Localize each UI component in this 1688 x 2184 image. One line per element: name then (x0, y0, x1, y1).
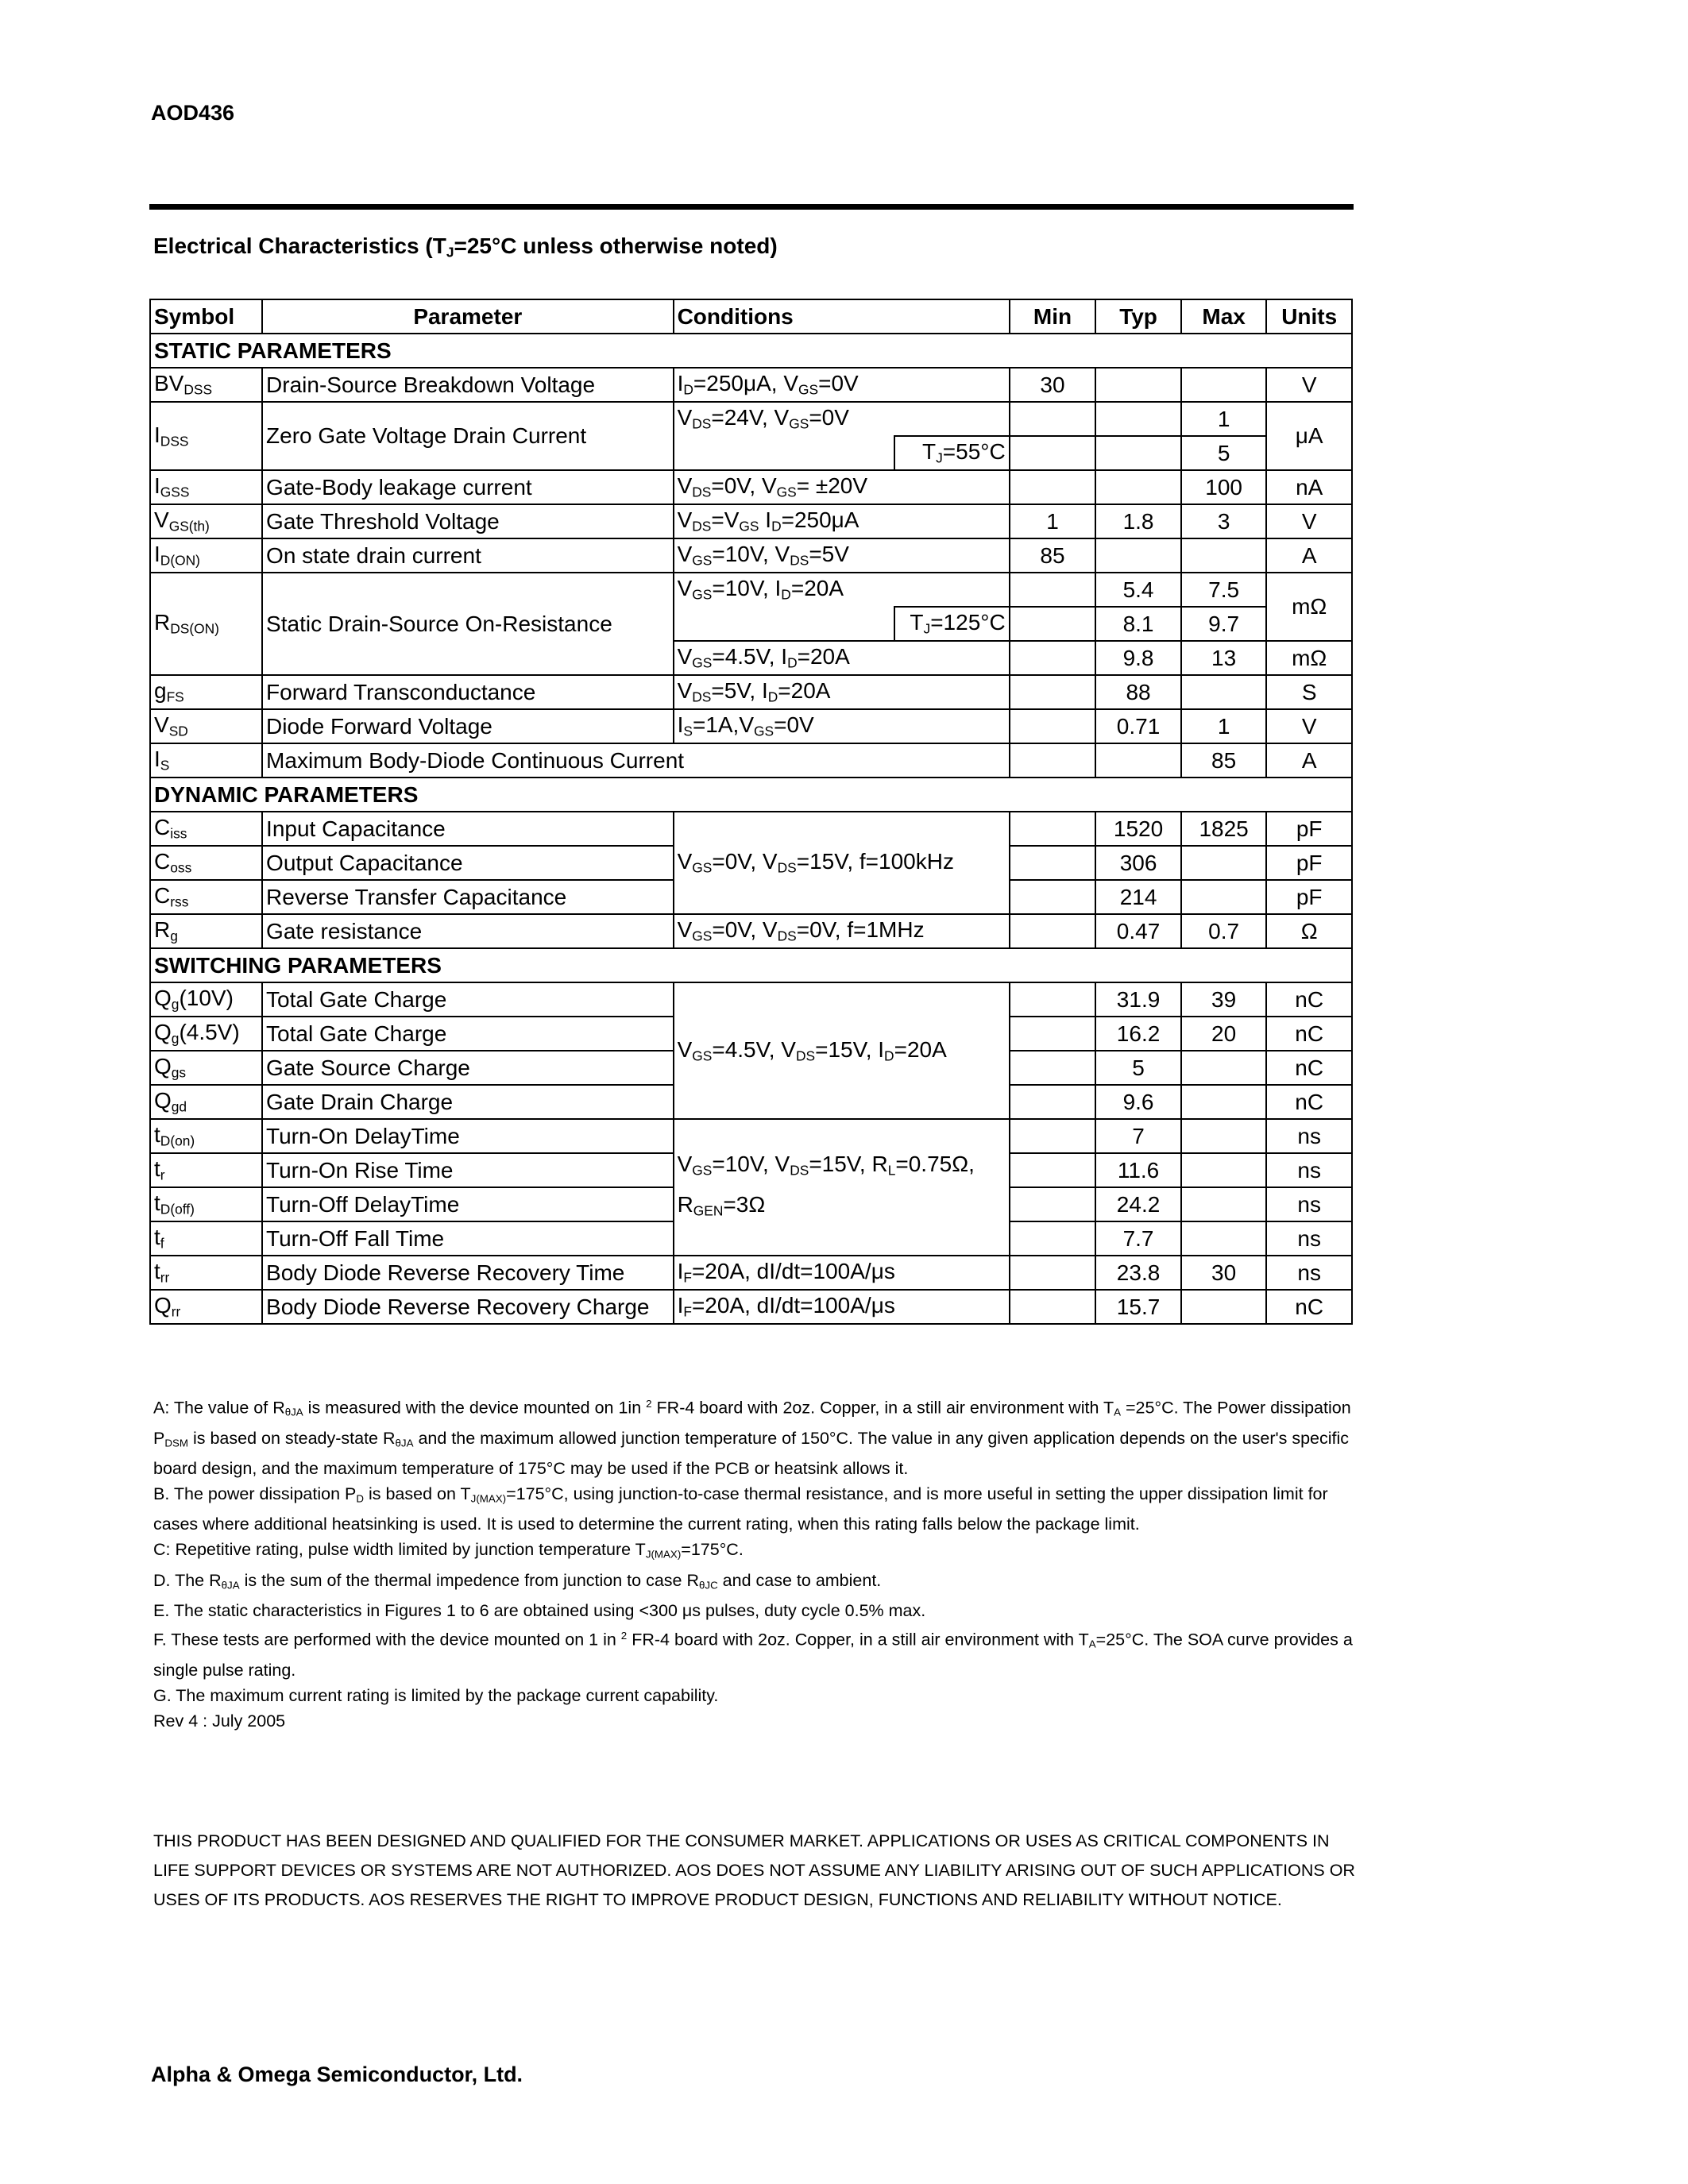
min-cell (1010, 880, 1096, 914)
table-header-row (150, 299, 1352, 334)
min-cell (1010, 1017, 1096, 1051)
footnote-e: E. The static characteristics in Figures 1 to 6 are obtained using <300 μs pulses, duty cycle 0.5% max. (153, 1600, 926, 1620)
symbol-cell: $V_{GS(th)}$ (150, 504, 262, 538)
table-row (150, 743, 1352, 778)
min-cell (1010, 402, 1096, 436)
units-cell: nC (1266, 982, 1352, 1017)
symbol-cell: $BV_{DSS}$ (150, 368, 262, 402)
symbol-cell: $Q_g(10V)$ (150, 982, 262, 1017)
typ-cell: 8.1 (1095, 607, 1181, 641)
conditions-cell: $V_{GS}=4.5V$, $I_D=20A$ (674, 641, 1010, 675)
conditions-cell: $I_F=20A$, dI/dt=100A/μs (674, 1290, 1010, 1324)
symbol-cell: $Q_{gs}$ (150, 1051, 262, 1085)
units-cell: V (1266, 709, 1352, 743)
parameter-cell: Diode Forward Voltage (262, 709, 674, 743)
max-cell (1181, 1051, 1267, 1085)
conditions-cell: $V_{DS}=24V$, $V_{GS}=0V$ (674, 402, 1010, 436)
title-sub: J (446, 244, 454, 260)
typ-cell: 1520 (1095, 812, 1181, 846)
symbol-cell: $C_{oss}$ (150, 846, 262, 880)
min-cell (1010, 1085, 1096, 1119)
symbol-cell: $I_{D(ON)}$ (150, 538, 262, 573)
max-cell: 0.7 (1181, 914, 1267, 948)
symbol-cell: $R_g$ (150, 914, 262, 948)
min-cell: 85 (1010, 538, 1096, 573)
parameter-cell: Output Capacitance (262, 846, 674, 880)
header-divider (149, 204, 1354, 210)
typ-cell (1095, 538, 1181, 573)
part-number: AOD436 (151, 101, 235, 125)
min-cell (1010, 1119, 1096, 1153)
max-cell: 5 (1181, 436, 1267, 470)
footnote-d: D. The $R_{\theta JA}$ is the sum of the thermal impedence from junction to case $R_{\theta JC}$ and case to ambient. (153, 1570, 882, 1591)
min-cell: 30 (1010, 368, 1096, 402)
conditions-cell: $V_{GS}=0V$, $V_{DS}=0V$, f=1MHz (674, 914, 1010, 948)
typ-cell: 24.2 (1095, 1187, 1181, 1221)
typ-cell: 214 (1095, 880, 1181, 914)
temp-condition-cell: $T_J=125^\circ C$ (894, 607, 1010, 641)
symbol-cell: $Q_g(4.5V)$ (150, 1017, 262, 1051)
typ-cell: 88 (1095, 675, 1181, 709)
max-cell (1181, 846, 1267, 880)
units-cell: pF (1266, 846, 1352, 880)
parameter-cell: Forward Transconductance (262, 675, 674, 709)
table-row (150, 812, 1352, 846)
min-cell (1010, 982, 1096, 1017)
min-cell (1010, 607, 1096, 641)
title-prefix: Electrical Characteristics (T (153, 233, 446, 258)
min-cell (1010, 1256, 1096, 1290)
typ-cell: 0.71 (1095, 709, 1181, 743)
parameter-cell: Static Drain-Source On-Resistance (262, 573, 674, 675)
units-cell: nA (1266, 470, 1352, 504)
symbol-cell: $V_{SD}$ (150, 709, 262, 743)
units-cell: pF (1266, 812, 1352, 846)
section-row (150, 948, 1352, 982)
footnote-a: A: The value of $R_{\theta JA}$ is measured with the device mounted on 1in $^2$ FR-4 board with 2oz. Copper, in a still air environment with $T_A =25^\circ C$. The Power dissipation $P_{DSM}$ is based on steady-state $R_{\theta JA}$ and the maximum allowed junction temperature of 150°C. The value in any given application depends on the user's specific board design, and the maximum temperature of 175°C may be used if the PCB or heatsink allows it. (153, 1398, 1351, 1478)
units-cell: ns (1266, 1187, 1352, 1221)
conditions-cell: $V_{DS}=5V$, $I_D=20A$ (674, 675, 1010, 709)
max-cell: 30 (1181, 1256, 1267, 1290)
min-cell (1010, 709, 1096, 743)
parameter-cell: Gate-Body leakage current (262, 470, 674, 504)
parameter-cell: Turn-Off DelayTime (262, 1187, 674, 1221)
min-cell (1010, 743, 1096, 778)
units-cell: nC (1266, 1051, 1352, 1085)
min-cell (1010, 1051, 1096, 1085)
units-cell: ns (1266, 1119, 1352, 1153)
col-conditions: Conditions (674, 299, 1010, 334)
min-cell (1010, 470, 1096, 504)
electrical-characteristics-table (149, 299, 1353, 1325)
parameter-cell: Turn-On Rise Time (262, 1153, 674, 1187)
table-row (150, 573, 1352, 607)
table-row (150, 914, 1352, 948)
min-cell (1010, 573, 1096, 607)
typ-cell (1095, 368, 1181, 402)
col-symbol: Symbol (150, 299, 262, 334)
conditions-spacer (674, 436, 894, 470)
symbol-cell: $I_{DSS}$ (150, 402, 262, 470)
table-row (150, 1119, 1352, 1153)
units-cell: Ω (1266, 914, 1352, 948)
title-suffix: =25°C unless otherwise noted) (454, 233, 778, 258)
section-row (150, 334, 1352, 368)
units-cell: mΩ (1266, 641, 1352, 675)
static-section-label: STATIC PARAMETERS (150, 334, 1352, 368)
typ-cell: 1.8 (1095, 504, 1181, 538)
max-cell: 7.5 (1181, 573, 1267, 607)
typ-cell: 7 (1095, 1119, 1181, 1153)
max-cell (1181, 1119, 1267, 1153)
max-cell: 1825 (1181, 812, 1267, 846)
symbol-cell: $t_{D(off)}$ (150, 1187, 262, 1221)
symbol-cell: $Q_{rr}$ (150, 1290, 262, 1324)
max-cell: 85 (1181, 743, 1267, 778)
symbol-cell: $g_{FS}$ (150, 675, 262, 709)
typ-cell (1095, 436, 1181, 470)
typ-cell: 23.8 (1095, 1256, 1181, 1290)
symbol-cell: $C_{iss}$ (150, 812, 262, 846)
min-cell (1010, 436, 1096, 470)
typ-cell: 15.7 (1095, 1290, 1181, 1324)
units-cell: nC (1266, 1085, 1352, 1119)
parameter-cell: Input Capacitance (262, 812, 674, 846)
symbol-cell: $C_{rss}$ (150, 880, 262, 914)
parameter-cell: Gate Threshold Voltage (262, 504, 674, 538)
max-cell (1181, 880, 1267, 914)
conditions-cell: $V_{DS}=0V$, $V_{GS}= \pm 20V$ (674, 470, 1010, 504)
parameter-cell: Turn-Off Fall Time (262, 1221, 674, 1256)
max-cell: 20 (1181, 1017, 1267, 1051)
min-cell (1010, 1187, 1096, 1221)
units-cell: nC (1266, 1290, 1352, 1324)
units-cell: A (1266, 743, 1352, 778)
typ-cell (1095, 743, 1181, 778)
symbol-cell: $t_{D(on)}$ (150, 1119, 262, 1153)
parameter-cell: Gate Source Charge (262, 1051, 674, 1085)
conditions-cell: $I_F=20A$, dI/dt=100A/μs (674, 1256, 1010, 1290)
typ-cell: 31.9 (1095, 982, 1181, 1017)
table-row (150, 368, 1352, 402)
table-row (150, 1256, 1352, 1290)
parameter-cell: Turn-On DelayTime (262, 1119, 674, 1153)
max-cell (1181, 1085, 1267, 1119)
min-cell (1010, 1221, 1096, 1256)
units-cell: S (1266, 675, 1352, 709)
temp-condition-cell: $T_J=55^\circ C$ (894, 436, 1010, 470)
max-cell (1181, 1290, 1267, 1324)
symbol-cell: $t_f$ (150, 1221, 262, 1256)
parameter-cell: Gate resistance (262, 914, 674, 948)
min-cell (1010, 914, 1096, 948)
symbol-cell: $I_S$ (150, 743, 262, 778)
conditions-cell: $I_S=1A,V_{GS}=0V$ (674, 709, 1010, 743)
table-row (150, 982, 1352, 1017)
typ-cell: 306 (1095, 846, 1181, 880)
typ-cell: 7.7 (1095, 1221, 1181, 1256)
parameter-cell: Zero Gate Voltage Drain Current (262, 402, 674, 470)
table-row (150, 504, 1352, 538)
section-row (150, 778, 1352, 812)
parameter-cell: Total Gate Charge (262, 982, 674, 1017)
switching-condition-line1: $V_{GS}=10V$, $V_{DS}=15V$, $R_L=0.75\Omega$, (677, 1151, 975, 1178)
footnote-b: B. The power dissipation $P_D$ is based on $T_{J(MAX)}=175^\circ C$, using junction-to-case thermal resistance, and is more useful in setting the upper dissipation limit for cases where additional heatsinking is used. It is used to determine the current rating, when this rating falls below the package limit. (153, 1484, 1328, 1534)
footnote-g: G. The maximum current rating is limited by the package current capability. (153, 1685, 719, 1705)
typ-cell: 9.6 (1095, 1085, 1181, 1119)
parameter-cell: Total Gate Charge (262, 1017, 674, 1051)
units-cell: mΩ (1266, 573, 1352, 641)
parameter-cell: Drain-Source Breakdown Voltage (262, 368, 674, 402)
conditions-cell: $I_D=250\mu A$, $V_{GS}=0V$ (674, 368, 1010, 402)
disclaimer: THIS PRODUCT HAS BEEN DESIGNED AND QUALIFIED FOR THE CONSUMER MARKET. APPLICATIONS OR USES AS CRITICAL COMPONENTS IN LIFE SUPPORT DEVICES OR SYSTEMS ARE NOT AUTHORIZED. AOS DOES NOT ASSUME ANY LIABILITY ARISING OUT OF SUCH APPLICATIONS OR USES OF ITS PRODUCTS. AOS RESERVES THE RIGHT TO IMPROVE PRODUCT DESIGN, FUNCTIONS AND RELIABILITY WITHOUT NOTICE. (153, 1831, 1355, 1909)
footnote-f: F. These tests are performed with the device mounted on 1 in $^2$ FR-4 board with 2oz. Copper, in a still air environment with $T_A=25^\circ C$. The SOA curve provides a single pulse rating. (153, 1629, 1353, 1680)
typ-cell: 0.47 (1095, 914, 1181, 948)
parameter-cell: Maximum Body-Diode Continuous Current (262, 743, 1010, 778)
conditions-cell: $V_{GS}=4.5V$, $V_{DS}=15V$, $I_D=20A$ (674, 982, 1010, 1119)
typ-cell: 11.6 (1095, 1153, 1181, 1187)
symbol-cell: $t_r$ (150, 1153, 262, 1187)
max-cell (1181, 538, 1267, 573)
min-cell (1010, 812, 1096, 846)
typ-cell: 9.8 (1095, 641, 1181, 675)
typ-cell (1095, 470, 1181, 504)
conditions-cell: $V_{GS}=10V$, $V_{DS}=5V$ (674, 538, 1010, 573)
max-cell (1181, 1153, 1267, 1187)
max-cell: 3 (1181, 504, 1267, 538)
col-typ: Typ (1095, 299, 1181, 334)
symbol-cell: $I_{GSS}$ (150, 470, 262, 504)
min-cell: 1 (1010, 504, 1096, 538)
units-cell: ns (1266, 1221, 1352, 1256)
max-cell: 39 (1181, 982, 1267, 1017)
parameter-cell: On state drain current (262, 538, 674, 573)
table-row (150, 402, 1352, 436)
min-cell (1010, 846, 1096, 880)
typ-cell: 16.2 (1095, 1017, 1181, 1051)
parameter-cell: Reverse Transfer Capacitance (262, 880, 674, 914)
parameter-cell: Body Diode Reverse Recovery Time (262, 1256, 674, 1290)
parameter-cell: Gate Drain Charge (262, 1085, 674, 1119)
dynamic-section-label: DYNAMIC PARAMETERS (150, 778, 1352, 812)
symbol-cell: $t_{rr}$ (150, 1256, 262, 1290)
min-cell (1010, 641, 1096, 675)
switching-condition-line2: $R_{GEN}=3\Omega$ (677, 1192, 766, 1219)
typ-cell: 5 (1095, 1051, 1181, 1085)
section-title (153, 233, 778, 260)
min-cell (1010, 675, 1096, 709)
max-cell: 100 (1181, 470, 1267, 504)
min-cell (1010, 1290, 1096, 1324)
table-row (150, 1290, 1352, 1324)
max-cell (1181, 1221, 1267, 1256)
typ-cell (1095, 402, 1181, 436)
conditions-cell (674, 1119, 1010, 1256)
switching-section-label: SWITCHING PARAMETERS (150, 948, 1352, 982)
conditions-cell: $V_{DS}=V_{GS}$ $I_D=250\mu A$ (674, 504, 1010, 538)
col-units: Units (1266, 299, 1352, 334)
max-cell: 1 (1181, 402, 1267, 436)
max-cell: 9.7 (1181, 607, 1267, 641)
max-cell (1181, 1187, 1267, 1221)
units-cell: A (1266, 538, 1352, 573)
table-row (150, 675, 1352, 709)
max-cell: 13 (1181, 641, 1267, 675)
symbol-cell: $Q_{gd}$ (150, 1085, 262, 1119)
conditions-spacer (674, 607, 894, 641)
conditions-cell: $V_{GS}=10V$, $I_D=20A$ (674, 573, 1010, 607)
table-row (150, 709, 1352, 743)
min-cell (1010, 1153, 1096, 1187)
footnote-c: C: Repetitive rating, pulse width limited by junction temperature $T_{J(MAX)}=175^\circ C$. (153, 1540, 744, 1561)
conditions-cell: $V_{GS}=0V$, $V_{DS}=15V$, f=100kHz (674, 812, 1010, 914)
units-cell: nC (1266, 1017, 1352, 1051)
units-cell: ns (1266, 1256, 1352, 1290)
max-cell: 1 (1181, 709, 1267, 743)
table-row (150, 538, 1352, 573)
max-cell (1181, 368, 1267, 402)
units-cell: V (1266, 504, 1352, 538)
parameter-cell: Body Diode Reverse Recovery Charge (262, 1290, 674, 1324)
revision: Rev 4 : July 2005 (153, 1711, 286, 1731)
table-row (150, 470, 1352, 504)
typ-cell: 5.4 (1095, 573, 1181, 607)
units-cell: μA (1266, 402, 1352, 470)
col-max: Max (1181, 299, 1267, 334)
units-cell: ns (1266, 1153, 1352, 1187)
col-min: Min (1010, 299, 1096, 334)
col-parameter: Parameter (262, 299, 674, 334)
symbol-cell: $R_{DS(ON)}$ (150, 573, 262, 675)
max-cell (1181, 675, 1267, 709)
company-name: Alpha & Omega Semiconductor, Ltd. (151, 2062, 523, 2086)
units-cell: V (1266, 368, 1352, 402)
footnotes (153, 1391, 1354, 1734)
units-cell: pF (1266, 880, 1352, 914)
